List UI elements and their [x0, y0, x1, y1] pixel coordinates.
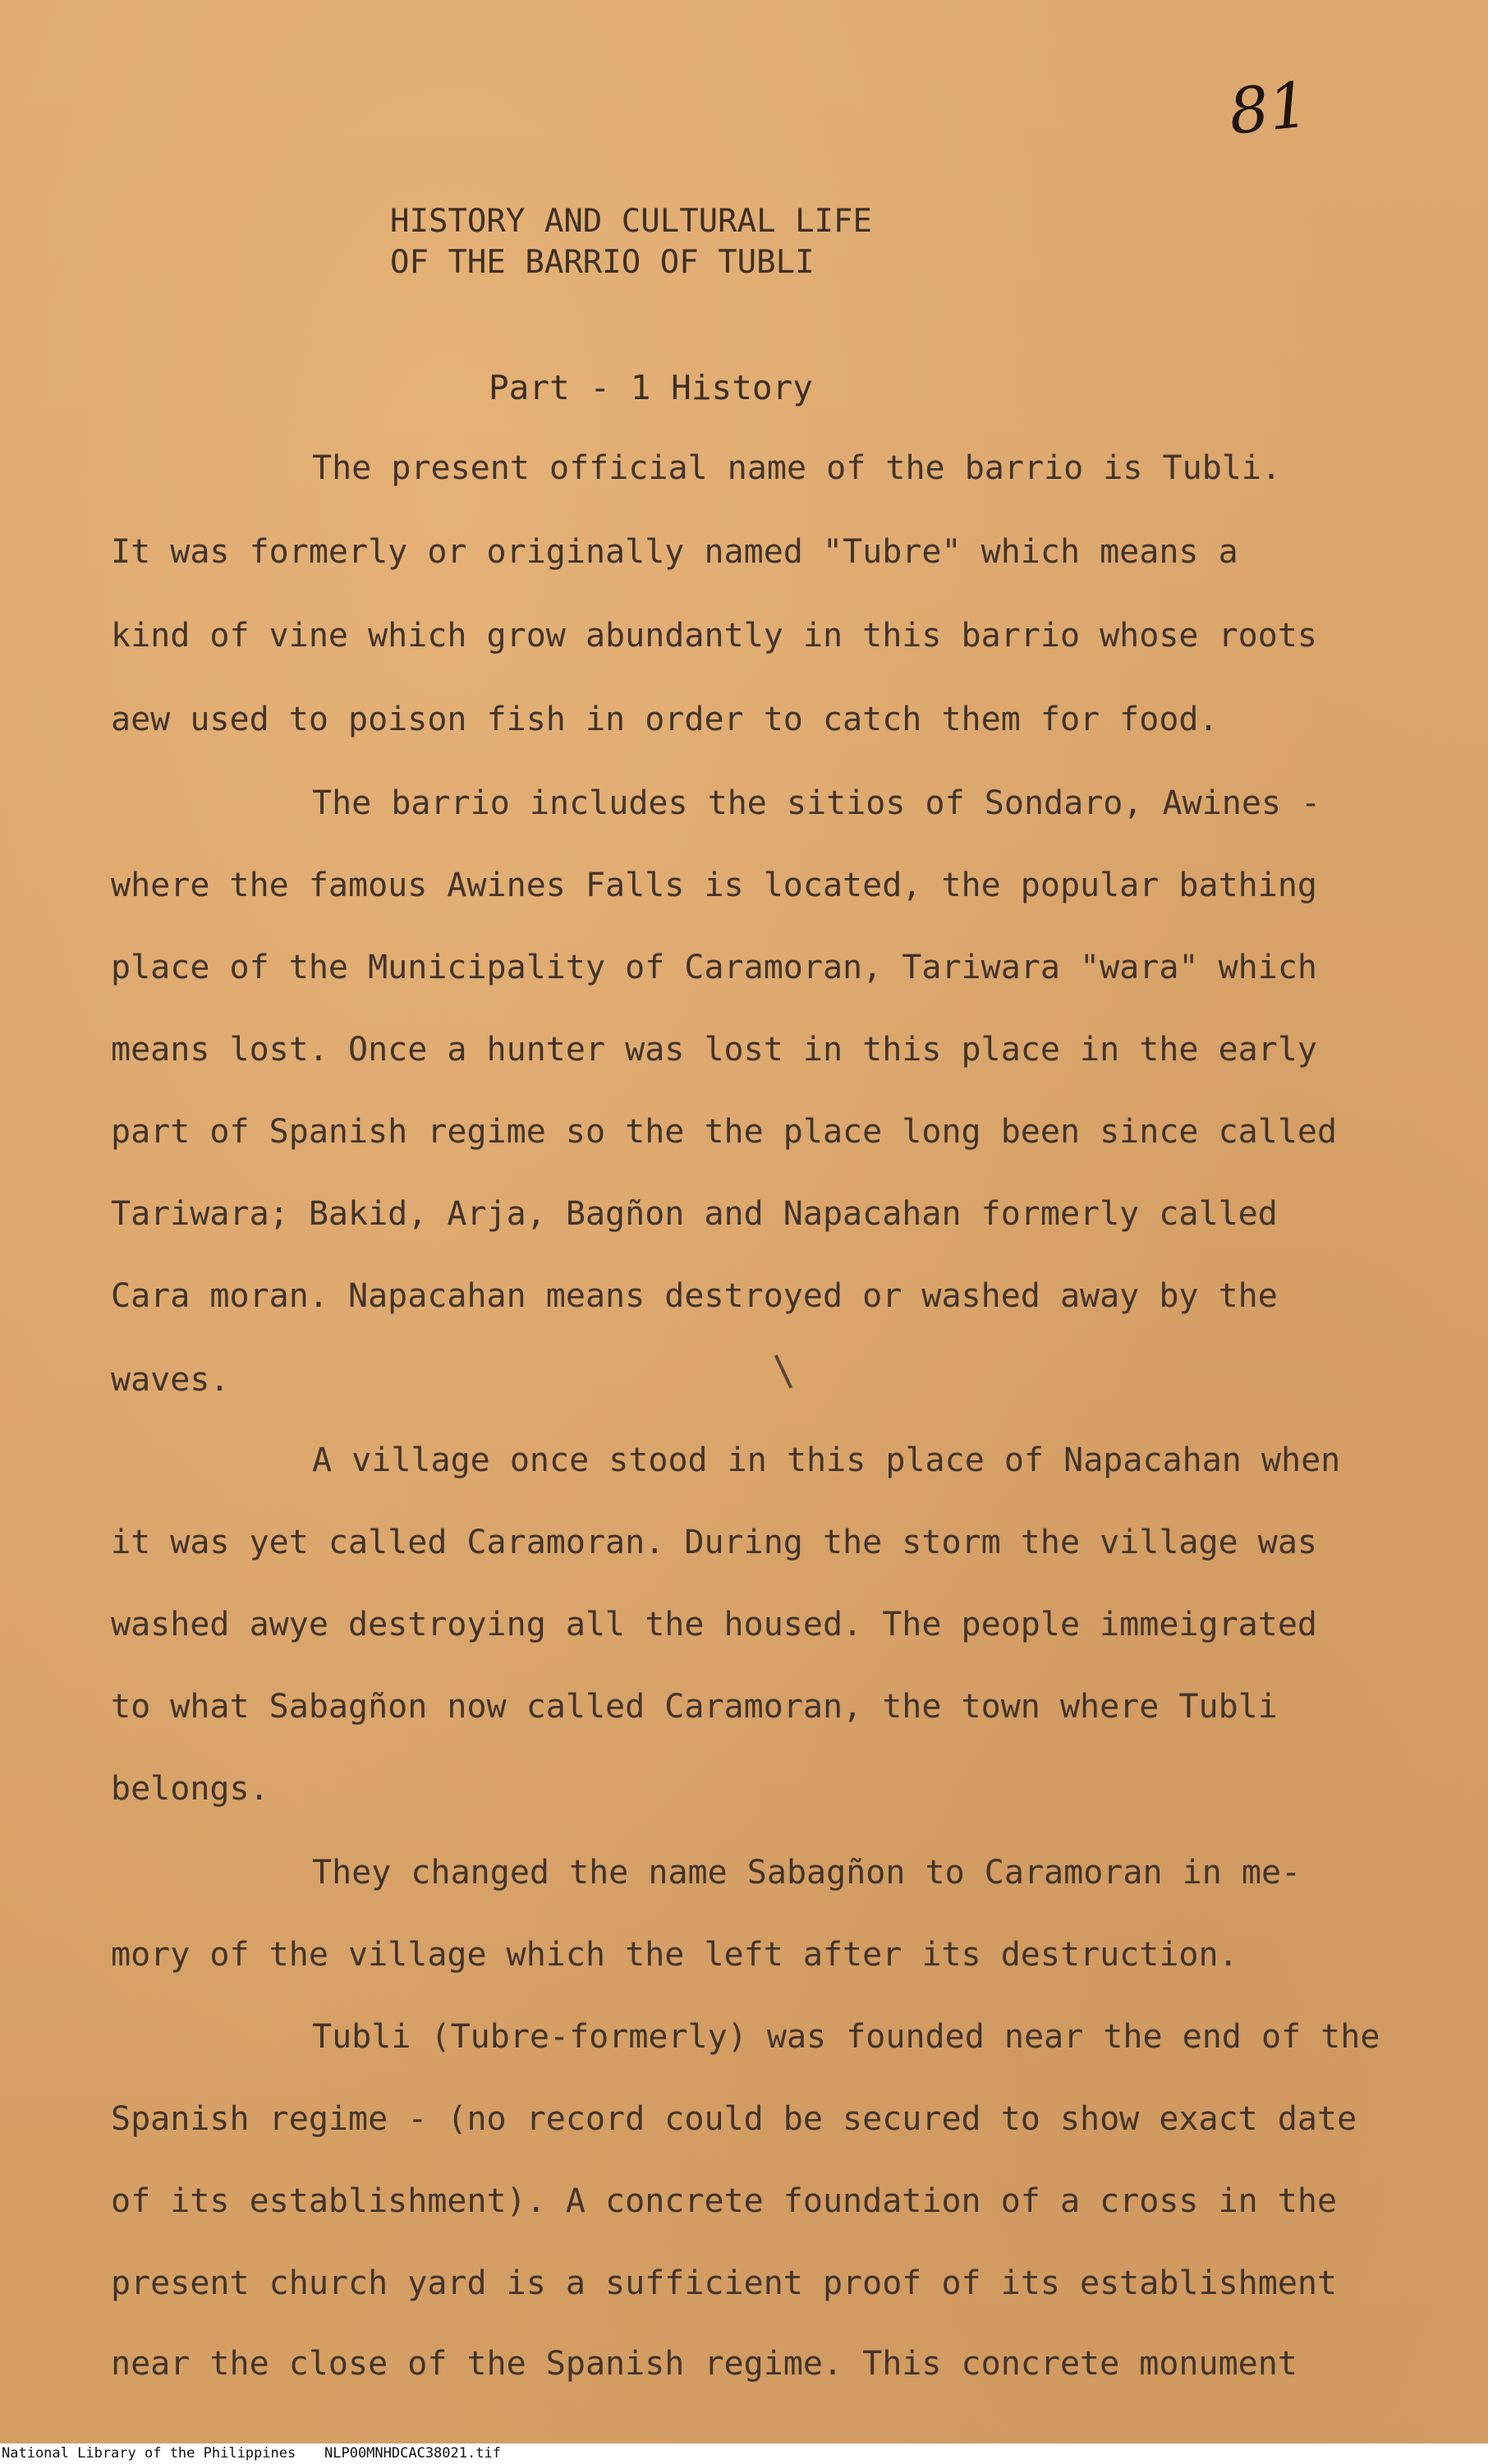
document-title-line-2: OF THE BARRIO OF TUBLI [390, 244, 815, 281]
text-line: Cara moran. Napacahan means destroyed or washed away by the [111, 1277, 1278, 1315]
text-line: waves. [111, 1361, 230, 1399]
scan-footer [0, 2443, 1488, 2464]
text-line: it was yet called Caramoran. During the storm the village was [111, 1524, 1318, 1561]
text-line: where the famous Awines Falls is located, the popular bathing [111, 867, 1318, 904]
text-line: to what Sabagñon now called Caramoran, the town where Tubli [111, 1688, 1278, 1726]
footer-library-label: National Library of the Philippines [2, 2445, 296, 2462]
text-line: They changed the name Sabagñon to Caramoran in me- [312, 1854, 1302, 1892]
footer-filename: NLP00MNHDCAC38021.tif [324, 2445, 501, 2462]
text-line: washed awye destroying all the housed. The people immeigrated [111, 1606, 1318, 1643]
text-line: place of the Municipality of Caramoran, Tariwara "wara" which [111, 949, 1318, 986]
text-line: It was formerly or originally named "Tubre" which means a [111, 533, 1238, 571]
section-heading: Part - 1 History [489, 368, 813, 407]
text-line: A village once stood in this place of Napacahan when [312, 1441, 1341, 1479]
text-line: Tubli (Tubre-formerly) was founded near the end of the [312, 2018, 1380, 2056]
text-line: Tariwara; Bakid, Arja, Bagñon and Napacahan formerly called [111, 1195, 1278, 1233]
text-line: kind of vine which grow abundantly in this barrio whose roots [111, 617, 1318, 655]
text-line: means lost. Once a hunter was lost in this place in the early [111, 1031, 1318, 1069]
text-line: The barrio includes the sitios of Sondaro, Awines - [312, 784, 1321, 822]
text-line: mory of the village which the left after its destruction. [111, 1936, 1238, 1974]
text-line: aew used to poison fish in order to catch them for food. [111, 701, 1219, 738]
page-number: 81 [1225, 67, 1312, 149]
text-line: of its establishment). A concrete foundation of a cross in the [111, 2182, 1338, 2220]
document-title-line-1: HISTORY AND CULTURAL LIFE [390, 203, 872, 240]
text-line: The present official name of the barrio is Tubli. [312, 449, 1282, 487]
text-line: present church yard is a sufficient proof of its establishment [111, 2264, 1338, 2302]
text-line: part of Spanish regime so the the place long been since called [111, 1113, 1338, 1151]
text-line: near the close of the Spanish regime. This concrete monument [111, 2345, 1297, 2383]
text-line: belongs. [111, 1770, 269, 1808]
text-line: Spanish regime - (no record could be secured to show exact date [111, 2100, 1357, 2138]
